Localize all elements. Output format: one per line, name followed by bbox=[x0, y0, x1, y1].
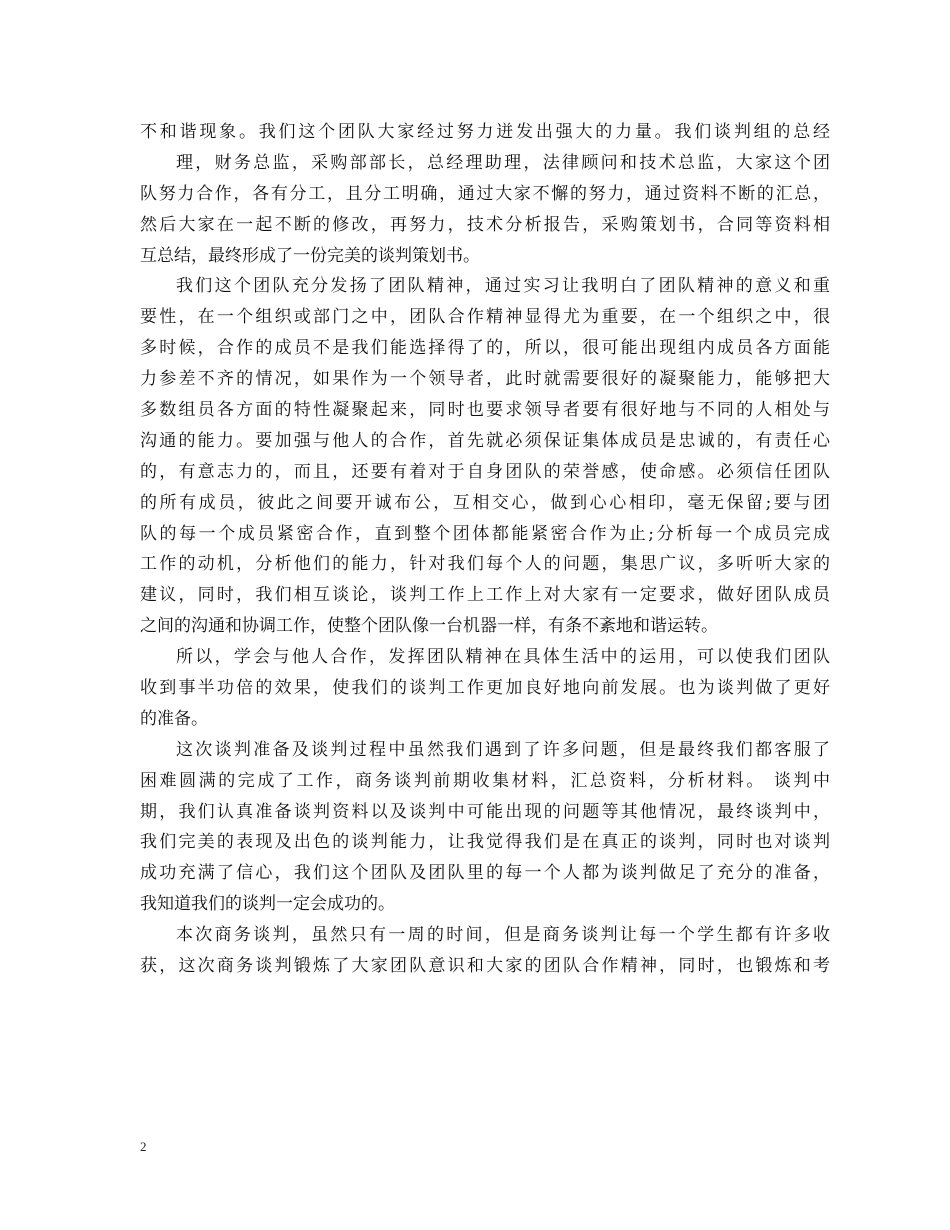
text-line: 我知道我们的谈判一定会成功的。 bbox=[140, 894, 395, 915]
text-line: 互总结，最终形成了一份完美的谈判策划书。 bbox=[140, 245, 480, 266]
text-line: 沟通的能力。要加强与他人的合作，首先就必须保证集体成员是忠诚的，有责任心 bbox=[140, 430, 830, 451]
text-line: 队努力合作，各有分工，且分工明确，通过大家不懈的努力，通过资料不断的汇总， bbox=[140, 183, 830, 204]
text-line: 的所有成员，彼此之间要开诚布公，互相交心，做到心心相印，毫无保留;要与团 bbox=[140, 492, 830, 513]
text-line: 本次商务谈判，虽然只有一周的时间，但是商务谈判让每一个学生都有许多收 bbox=[176, 925, 830, 946]
text-line: 要性，在一个组织或部门之中，团队合作精神显得尤为重要，在一个组织之中，很 bbox=[140, 307, 830, 328]
text-line: 工作的动机，分析他们的能力，针对我们每个人的问题，集思广议，多听听大家的 bbox=[140, 554, 830, 575]
text-line: 收到事半功倍的效果，使我们的谈判工作更加良好地向前发展。也为谈判做了更好 bbox=[140, 678, 830, 699]
text-line: 的，有意志力的，而且，还要有着对于自身团队的荣誉感，使命感。必须信任团队 bbox=[140, 461, 830, 482]
text-line: 多时候，合作的成员不是我们能选择得了的，所以，很可能出现组内成员各方面能 bbox=[140, 338, 830, 359]
text-line: 期，我们认真准备谈判资料以及谈判中可能出现的问题等其他情况，最终谈判中， bbox=[140, 801, 830, 822]
text-line: 我们这个团队充分发扬了团队精神，通过实习让我明白了团队精神的意义和重 bbox=[176, 276, 830, 297]
text-line: 的准备。 bbox=[140, 708, 208, 729]
text-line: 困难圆满的完成了工作，商务谈判前期收集材料，汇总资料，分析材料。 谈判中 bbox=[140, 770, 830, 791]
text-line: 队的每一个成员紧密合作，直到整个团体都能紧密合作为止;分析每一个成员完成 bbox=[140, 523, 830, 544]
text-line: 不和谐现象。我们这个团队大家经过努力迸发出强大的力量。我们谈判组的总经 bbox=[140, 122, 830, 142]
text-line: 理，财务总监，采购部部长，总经理助理，法律顾问和技术总监，大家这个团 bbox=[176, 152, 830, 173]
text-line: 力参差不齐的情况，如果作为一个领导者，此时就需要很好的凝聚能力，能够把大 bbox=[140, 369, 830, 390]
text-line: 之间的沟通和协调工作，使整个团队像一台机器一样，有条不紊地和谐运转。 bbox=[140, 616, 718, 637]
text-line: 我们完美的表现及出色的谈判能力，让我觉得我们是在真正的谈判，同时也对谈判 bbox=[140, 832, 830, 853]
text-line: 这次谈判准备及谈判过程中虽然我们遇到了许多问题，但是最终我们都客服了 bbox=[176, 739, 830, 760]
document-body bbox=[140, 117, 830, 982]
text-line: 所以，学会与他人合作，发挥团队精神在具体生活中的运用，可以使我们团队 bbox=[176, 647, 830, 668]
text-line: 多数组员各方面的特性凝聚起来，同时也要求领导者要有很好地与不同的人相处与 bbox=[140, 400, 830, 421]
text-line: 获，这次商务谈判锻炼了大家团队意识和大家的团队合作精神，同时，也锻炼和考 bbox=[140, 956, 830, 977]
text-line: 建议，同时，我们相互谈论，谈判工作上工作上对大家有一定要求，做好团队成员 bbox=[140, 585, 830, 606]
text-line: 然后大家在一起不断的修改，再努力，技术分析报告，采购策划书，合同等资料相 bbox=[140, 214, 830, 235]
text-line: 成功充满了信心，我们这个团队及团队里的每一个人都为谈判做足了充分的准备， bbox=[140, 863, 830, 884]
page-number: 2 bbox=[140, 1139, 147, 1154]
